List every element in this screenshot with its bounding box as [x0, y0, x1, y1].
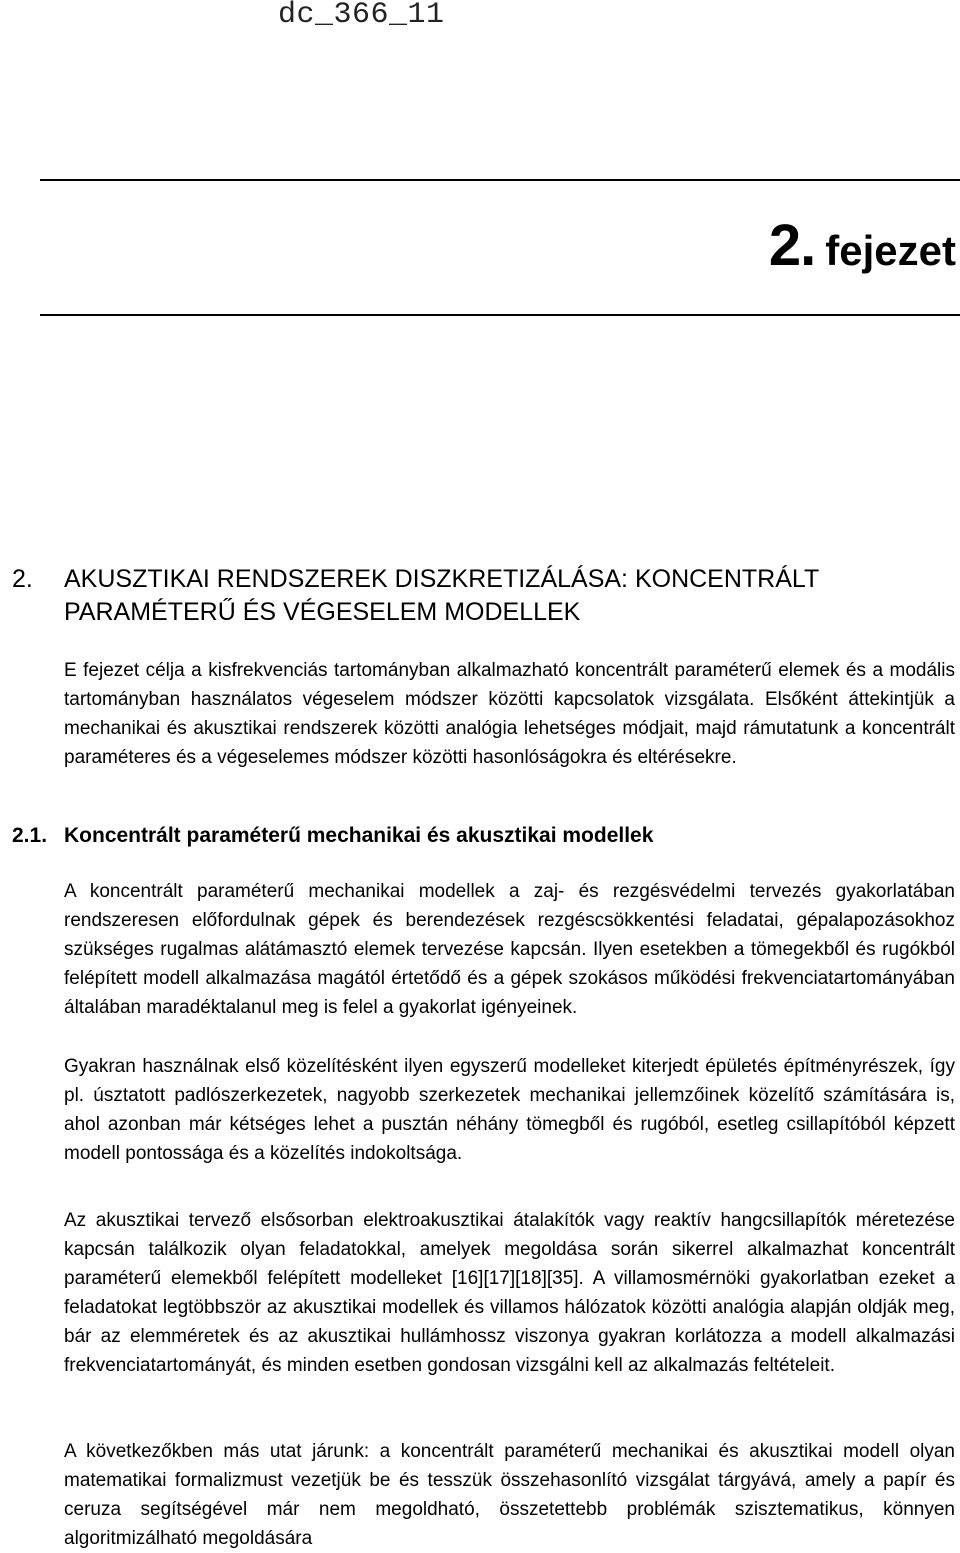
document-id: dc_366_11: [278, 0, 445, 32]
chapter-word: fejezet: [825, 227, 956, 274]
subsection-title: Koncentrált paraméterű mechanikai és akusztikai modellek: [64, 824, 654, 847]
chapter-number: 2.: [768, 213, 816, 278]
chapter-heading: [769, 212, 956, 279]
subsection-number: 2.1.: [12, 824, 48, 847]
section-title: AKUSZTIKAI RENDSZEREK DISZKRETIZÁLÁSA: KONCENTRÁLT PARAMÉTERŰ ÉS VÉGESELEM MODELLEK: [64, 565, 819, 626]
body-paragraph: A következőkben más utat járunk: a koncentrált paraméterű mechanikai és akusztikai modell olyan matematikai formalizmust vezetjük be és tesszük összehasonlító vizsgálat tárgyává, amely a papír és ceruza segítségével már nem megoldható, összetettebb problémák szisztematikus, könnyen algoritmizálható megoldására: [64, 1441, 955, 1549]
chapter-rule-top: [40, 179, 960, 181]
body-paragraph: A koncentrált paraméterű mechanikai modellek a zaj- és rezgésvédelmi tervezés gyakorlatában rendszeresen előfordulnak gépek és berendezések rezgéscsökkentési feladatai, gépalapozásokhoz szükséges rugalmas alátámasztó elemek tervezése kapcsán. Ilyen esetekben a tömegekből és rugókból felépített modell alkalmazása magától értetődő és a gépek szokásos működési frekvenciatartományában általában maradéktalanul meg is felel a gyakorlat igényeinek.: [64, 881, 955, 1018]
body-paragraph: Gyakran használnak első közelítésként ilyen egyszerű modelleket kiterjedt épületés építményrészek, így pl. úsztatott padlószerkezetek, nagyobb szerkezetek mechanikai jellemzőinek közelítő számítására is, ahol azonban már kétséges lehet a pusztán néhány tömegből és rugóból, esetleg csillapítóból képzett modell pontossága és a közelítés indokoltsága.: [64, 1056, 955, 1164]
section-number: 2.: [12, 565, 33, 593]
chapter-rule-bottom: [40, 314, 960, 316]
body-paragraph: Az akusztikai tervező elsősorban elektroakusztikai átalakítók vagy reaktív hangcsillapítók méretezése kapcsán találkozik olyan feladatokkal, amelyek megoldása során sikerrel alkalmazhat koncentrált paraméterű elemekből felépített modelleket [16][17][18][35]. A villamosmérnöki gyakorlatban ezeket a feladatokat legtöbbször az akusztikai modellek és villamos hálózatok közötti analógia alapján oldják meg, bár az elemméretek és az akusztikai hullámhossz viszonya gyakran korlátozza a modell alkalmazási frekvenciatartományát, és minden esetben gondosan vizsgálni kell az alkalmazás feltételeit.: [64, 1210, 955, 1376]
intro-paragraph: E fejezet célja a kisfrekvenciás tartományban alkalmazható koncentrált paraméterű elemek és a modális tartományban használatos végeselem módszer közötti kapcsolatok vizsgálata. Elsőként áttekintjük a mechanikai és akusztikai rendszerek közötti analógia lehetséges módjait, majd rámutatunk a koncentrált paraméteres és a végeselemes módszer közötti hasonlóságokra és eltérésekre.: [64, 660, 955, 768]
